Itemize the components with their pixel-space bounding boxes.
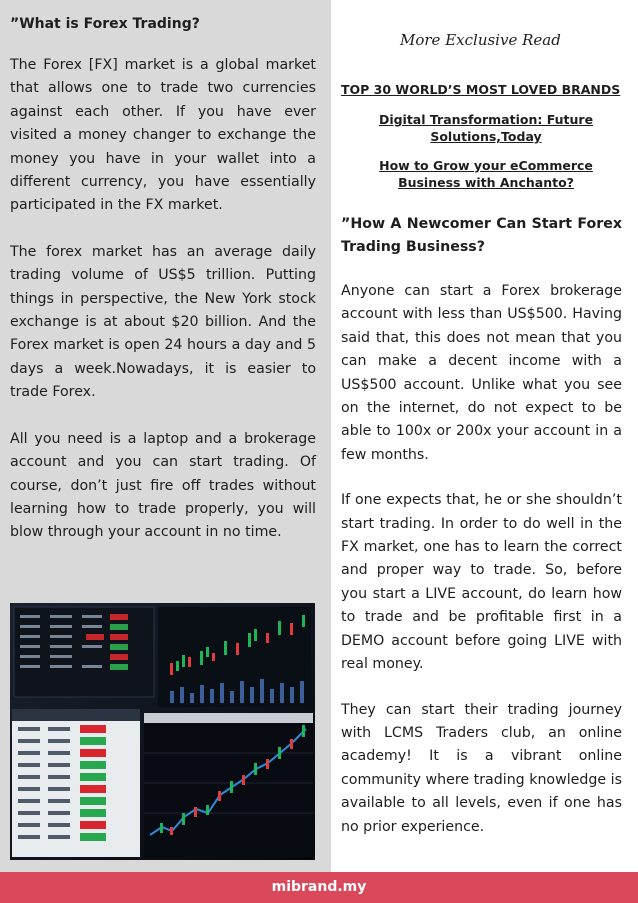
paragraph: They can start their trading journey with LCMS Traders club, an online academy! It is a vibrant online community where trading knowledge is available to all levels, even if one has no prior experience.	[341, 701, 622, 835]
paragraph: If one expects that, he or she shouldn’t start trading. In order to do well in the FX market, one has to learn the correct and proper way to trade. So, before you start a LIVE account, do learn how to trade and be profitable first in a DEMO account before going LIVE with real money.	[341, 492, 622, 673]
paragraph: Anyone can start a Forex brokerage account with less than US$500. Having said that, this does not mean that you can make a decent income with a US$500 account. Unlike what you see on the internet, do not expect to be able to 100x or 200x your account in a few months.	[341, 283, 622, 463]
digital-transformation-link[interactable]: Digital Transformation: Future Solutions,Today	[378, 112, 594, 144]
footer-bar	[0, 872, 638, 903]
section-heading: ”How A Newcomer Can Start Forex Trading Business?	[341, 216, 622, 255]
top30-brands-link[interactable]: TOP 30 WORLD’S MOST LOVED BRANDS	[341, 82, 621, 97]
trading-screens-photo	[10, 603, 315, 860]
more-exclusive-read-label: More Exclusive Read	[400, 31, 561, 49]
paragraph: All you need is a laptop and a brokerage account and you can start trading. Of course, don’t just fire off trades without learning how to trade properly, you will blow through your account in no time.	[10, 430, 316, 541]
forex-intro-section	[10, 14, 316, 545]
site-link[interactable]: mibrand.my	[271, 879, 367, 895]
newcomer-section	[341, 213, 622, 839]
exclusive-read-list	[341, 82, 631, 191]
ecommerce-anchanto-link[interactable]: How to Grow your eCommerce Business with Anchanto?	[379, 158, 593, 190]
paragraph: The forex market has an average daily trading volume of US$5 trillion. Putting things in perspective, the New York stock exchange is at about $20 billion. And the Forex market is open 24 hours a day and 5 days a week.Nowadays, it is easier to trade Forex.	[10, 243, 316, 401]
trading-screens-illustration	[10, 603, 315, 860]
paragraph: The Forex [FX] market is a global market that allows one to trade two currencies against each other. If you have ever visited a money changer to exchange the money you have in your wallet into a different currency, you have essentially participated in the FX market.	[10, 57, 316, 214]
section-heading: ”What is Forex Trading?	[10, 16, 200, 32]
